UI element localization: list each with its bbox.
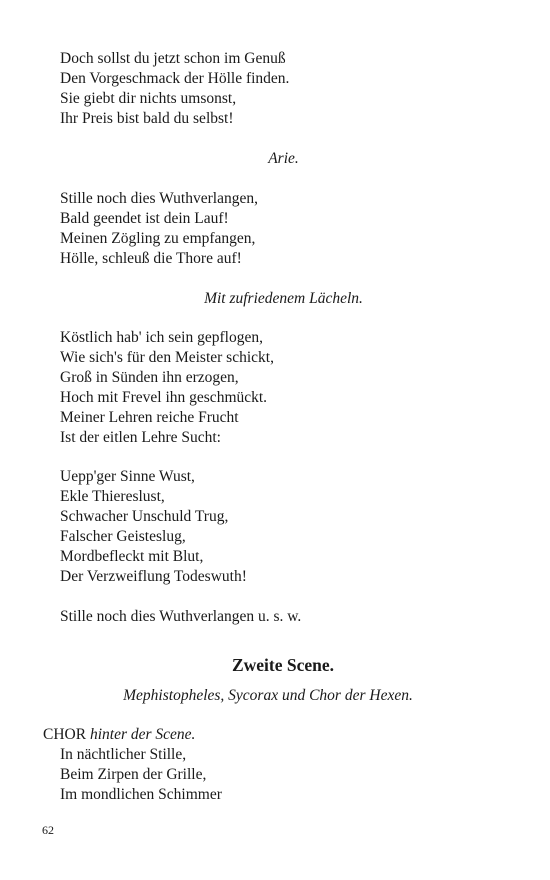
verse-line: Doch sollst du jetzt schon im Genuß xyxy=(60,50,286,67)
verse-line: Hölle, schleuß die Thore auf! xyxy=(60,250,242,267)
stanza-4 xyxy=(60,467,247,587)
verse-line: Wie sich's für den Meister schickt, xyxy=(60,349,274,366)
verse-line: Falscher Geisteslug, xyxy=(60,528,186,545)
stanza-1 xyxy=(60,49,289,129)
stage-direction-laecheln: Mit zufriedenem Lächeln. xyxy=(204,290,363,307)
verse-line: Beim Zirpen der Grille, xyxy=(60,766,207,783)
speaker-direction: hinter der Scene. xyxy=(89,726,196,743)
verse-line: Im mondlichen Schimmer xyxy=(60,786,222,803)
verse-line: Ist der eitlen Lehre Sucht: xyxy=(60,429,221,446)
verse-line: Groß in Sünden ihn erzogen, xyxy=(60,369,239,386)
verse-line: Stille noch dies Wuthverlangen, xyxy=(60,190,258,207)
stanza-2 xyxy=(60,189,258,269)
page-number: 62 xyxy=(42,823,54,837)
verse-line: Sie giebt dir nichts umsonst, xyxy=(60,90,237,107)
scene-cast: Mephistopheles, Sycorax und Chor der Hexen. xyxy=(123,687,413,704)
verse-line: Der Verzweiflung Todeswuth! xyxy=(60,568,247,585)
verse-line: In nächtlicher Stille, xyxy=(60,746,187,763)
stanza-3 xyxy=(60,328,274,448)
verse-line: Bald geendet ist dein Lauf! xyxy=(60,210,229,227)
verse-line: Schwacher Unschuld Trug, xyxy=(60,508,229,525)
verse-line: Mordbefleckt mit Blut, xyxy=(60,548,204,565)
verse-line: Den Vorgeschmack der Hölle finden. xyxy=(60,70,290,87)
verse-line: Meinen Zögling zu empfangen, xyxy=(60,230,256,247)
verse-line: Stille noch dies Wuthverlangen u. s. w. xyxy=(60,608,302,625)
speaker-line xyxy=(43,725,195,745)
stage-direction-arie: Arie. xyxy=(268,150,299,167)
stanza-5 xyxy=(60,607,301,627)
verse-line: Köstlich hab' ich sein gepflogen, xyxy=(60,329,263,346)
verse-line: Ekle Thiereslust, xyxy=(60,488,165,505)
scene-title: Zweite Scene. xyxy=(231,655,335,675)
verse-line: Hoch mit Frevel ihn geschmückt. xyxy=(60,389,268,406)
verse-line: Uepp'ger Sinne Wust, xyxy=(60,468,195,485)
speaker-name: CHOR xyxy=(43,726,87,743)
chor-verse xyxy=(60,745,222,805)
verse-line: Ihr Preis bist bald du selbst! xyxy=(60,110,234,127)
verse-line: Meiner Lehren reiche Frucht xyxy=(60,409,239,426)
